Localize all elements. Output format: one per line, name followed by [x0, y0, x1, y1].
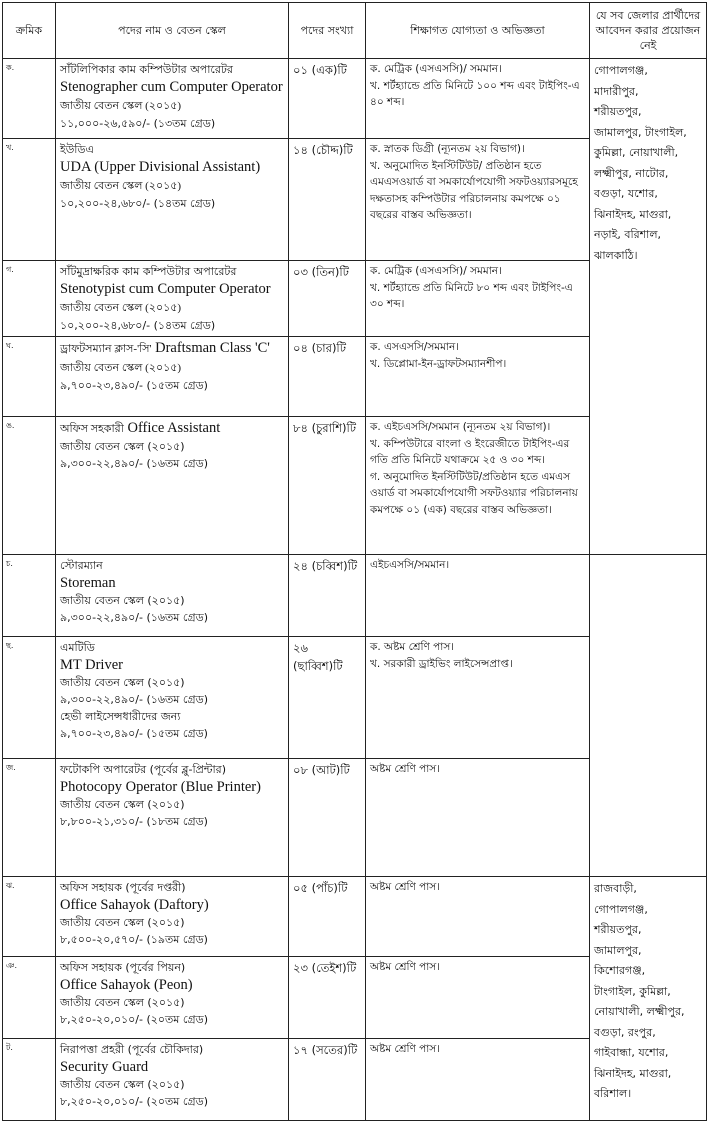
table-row — [3, 59, 707, 139]
post-title-bn: অফিস সহায়ক (পূর্বের দপ্তরী) — [60, 881, 186, 894]
district-item: নড়াই, বরিশাল, — [594, 228, 662, 241]
post-title-en: Photocopy Operator (Blue Printer) — [60, 779, 261, 795]
post-title-bn: সাঁটলিপিকার কাম কম্পিউটার অপারেটর — [60, 63, 233, 76]
pay-scale-label: জাতীয় বেতন স্কেল (২০১৫) — [60, 440, 185, 453]
qualification-item: ক. স্নাতক ডিগ্রী (ন্যূনতম ২য় বিভাগ)। — [370, 143, 525, 155]
post-title-bn: এমটিডি — [60, 641, 95, 654]
header-count: পদের সংখ্যা — [289, 3, 366, 59]
qualification-cell — [366, 637, 590, 759]
row-serial: জ. — [3, 759, 56, 877]
qualification-cell — [366, 59, 590, 139]
qualification-item: খ. শর্টহ্যান্ডে প্রতি মিনিটে ১০০ শব্দ এবং টাইপিং-এ ৪০ শব্দ। — [370, 79, 580, 108]
pay-scale-label: জাতীয় বেতন স্কেল (২০১৫) — [60, 996, 185, 1009]
district-item: রাজবাড়ী, — [594, 882, 637, 895]
district-item: কুমিল্লা, নোয়াখালী, — [594, 146, 679, 159]
post-count: ১৪ (চৌদ্দ)টি — [289, 139, 366, 261]
district-item: জামালপুর, টাংগাইল, — [594, 125, 687, 139]
district-item: টাংগাইল, কুমিল্লা, — [594, 984, 671, 998]
district-item: বরিশাল। — [594, 1087, 632, 1100]
qualification-item: অষ্টম শ্রেণি পাস। — [370, 881, 441, 893]
qualification-cell — [366, 555, 590, 637]
district-item: কিশোরগঞ্জ, — [594, 964, 646, 977]
row-serial: খ. — [3, 139, 56, 261]
qualification-cell — [366, 337, 590, 417]
pay-range: ৯,৩০০-২২,৪৯০/- (১৬তম গ্রেড) — [60, 611, 208, 624]
post-title-bn: স্টোরম্যান — [60, 559, 103, 572]
post-title-en: অফিস সহকারী Office Assistant — [60, 420, 221, 436]
qualification-cell — [366, 1039, 590, 1121]
qualification-item: খ. কম্পিউটারে বাংলা ও ইংরেজীতে টাইপিং-এর গতি প্রতি মিনিটে যথাক্রমে ২৫ ও ৩০ শব্দ। — [370, 437, 570, 466]
district-item: ঝিনাইদহ, মাগুরা, — [594, 1066, 672, 1080]
header-qualification: শিক্ষাগত যোগ্যতা ও অভিজ্ঞতা — [366, 3, 590, 59]
post-title-en: MT Driver — [60, 657, 123, 673]
pay-range: ৯,৩০০-২২,৪৯০/- (১৬তম গ্রেড) — [60, 693, 208, 706]
post-count: ০৪ (চার)টি — [289, 337, 366, 417]
pay-scale-label: জাতীয় বেতন স্কেল (২০১৫) — [60, 798, 185, 811]
pay-range: ৯,৩০০-২২,৪৯০/- (১৬তম গ্রেড) — [60, 457, 208, 470]
pay-scale-label: জাতীয় বেতন স্কেল (২০১৫) — [60, 916, 185, 929]
pay-range-heavy: ৯,৭০০-২৩,৪৯০/- (১৫তম গ্রেড) — [60, 727, 208, 740]
post-title-en: Office Sahayok (Peon) — [60, 977, 193, 993]
post-title-en: Stenographer cum Computer Operator জাতীয় বেতন স্কেল (২০১৫) — [60, 79, 283, 112]
post-cell — [56, 877, 289, 957]
post-cell — [56, 759, 289, 877]
pay-scale-label: জাতীয় বেতন স্কেল (২০১৫) — [60, 676, 185, 689]
table-row — [3, 877, 707, 957]
post-count: ০৮ (আট)টি — [289, 759, 366, 877]
post-title-en: Office Sahayok (Daftory) — [60, 897, 209, 913]
post-count: ২৪ (চব্বিশ)টি — [289, 555, 366, 637]
qualification-item: গ. অনুমোদিত ইনস্টিটিউট/প্রতিষ্ঠান হতে এমএস ওয়ার্ড বা সমকার্যোপযোগী সফটওয়্যার পরিচালনায় কমপক্ষে ০১ (এক) বছরের বাস্তব অভিজ্ঞতা। — [370, 470, 578, 516]
qualification-item: ক. মেট্রিক (এসএসসি)/ সমমান। — [370, 265, 502, 277]
district-item: বগুড়া, যশোর, — [594, 187, 658, 200]
header-districts: যে সব জেলার প্রার্থীদের আবেদন করার প্রয়োজন নেই — [590, 3, 707, 59]
post-cell — [56, 555, 289, 637]
pay-scale-label: জাতীয় বেতন স্কেল (২০১৫) — [60, 180, 182, 192]
post-title-en: UDA (Upper Divisional Assistant) জাতীয় বেতন স্কেল (২০১৫) — [60, 159, 261, 192]
post-title-bn: নিরাপত্তা প্রহরী (পূর্বের চৌকিদার) — [60, 1043, 204, 1056]
row-serial: ট. — [3, 1039, 56, 1121]
post-cell — [56, 261, 289, 337]
qualification-item: খ. সরকারী ড্রাইভিং লাইসেন্সপ্রাপ্ত। — [370, 657, 513, 670]
district-item: বগুড়া, রংপুর, — [594, 1025, 656, 1039]
qualification-item: খ. অনুমোদিত ইনস্টিটিউট/ প্রতিষ্ঠান হতে এমএসওয়ার্ড বা সমকার্যোপযোগী সফটওয়্যারসমূহে দক্ষতাসহ কম্পিউটার পরিচালনায় কমপক্ষে ০১ বছরের বাস্তব অভিজ্ঞতা। — [370, 159, 578, 221]
qualification-cell — [366, 417, 590, 555]
header-post: পদের নাম ও বেতন স্কেল — [56, 3, 289, 59]
row-serial: ক. — [3, 59, 56, 139]
qualification-item: ক. এসএসসি/সমমান। — [370, 341, 460, 353]
post-count: ০১ (এক)টি — [289, 59, 366, 139]
post-title-en: Stenotypist cum Computer Operator জাতীয় বেতন স্কেল (২০১৫) — [60, 281, 271, 314]
pay-scale-label: জাতীয় বেতন স্কেল (২০১৫) — [60, 594, 185, 607]
post-title-en: Storeman — [60, 575, 116, 591]
qualification-item: অষ্টম শ্রেণি পাস। — [370, 961, 441, 973]
row-serial: চ. — [3, 555, 56, 637]
qualification-item: অষ্টম শ্রেণি পাস। — [370, 1043, 441, 1055]
district-item: শরীয়তপুর, — [594, 923, 642, 936]
post-cell — [56, 139, 289, 261]
district-item: শরীয়তপুর, — [594, 105, 642, 118]
qualification-item: খ. শর্টহ্যান্ডে প্রতি মিনিটে ৮০ শব্দ এবং টাইপিং-এ ৩০ শব্দ। — [370, 281, 573, 310]
heavy-license-note: হেভী লাইসেন্সধারীদের জন্য — [60, 710, 181, 723]
post-title-bn: অফিস সহায়ক (পূর্বের পিয়ন) — [60, 961, 186, 974]
post-count: ১৭ (সতের)টি — [289, 1039, 366, 1121]
pay-scale-label: জাতীয় বেতন স্কেল (২০১৫) — [60, 362, 182, 374]
job-vacancy-table — [2, 2, 707, 1121]
post-cell — [56, 1039, 289, 1121]
district-item: নোয়াখালী, লক্ষ্মীপুর, — [594, 1005, 685, 1018]
qualification-cell — [366, 877, 590, 957]
post-title-bn: সাঁটমুদ্রাক্ষরিক কাম কম্পিউটার অপারেটর — [60, 265, 237, 278]
post-count: ২৬ (ছাব্বিশ)টি — [289, 637, 366, 759]
post-cell — [56, 59, 289, 139]
district-item: গোপালগঞ্জ, — [594, 64, 648, 77]
row-serial: ছ. — [3, 637, 56, 759]
qualification-item: এইচএসসি/সমমান। — [370, 559, 450, 571]
post-title-bn: ফটোকপি অপারেটর (পূর্বের ব্লু-প্রিন্টার) — [60, 763, 227, 776]
district-item: লক্ষ্মীপুর, নাটোর, — [594, 166, 669, 180]
post-title-en: ড্রাফটসম্যান ক্লাস-'সি' Draftsman Class 'C' জাতীয় বেতন স্কেল (২০১৫) — [60, 340, 270, 374]
row-serial: ঝ. — [3, 877, 56, 957]
post-title-bn: ইউডিএ — [60, 143, 94, 156]
row-serial: গ. — [3, 261, 56, 337]
post-cell — [56, 417, 289, 555]
row-serial: ঞ. — [3, 957, 56, 1039]
pay-scale-label: জাতীয় বেতন স্কেল (২০১৫) — [60, 1078, 185, 1091]
pay-range: ১০,২০০-২৪,৬৮০/- (১৪তম গ্রেড) — [60, 197, 216, 210]
post-count: ০৫ (পাঁচ)টি — [289, 877, 366, 957]
header-serial: ক্রমিক — [3, 3, 56, 59]
post-cell — [56, 637, 289, 759]
district-item: মাদারীপুর, — [594, 84, 639, 98]
row-serial: ঘ. — [3, 337, 56, 417]
pay-scale-label: জাতীয় বেতন স্কেল (২০১৫) — [60, 100, 182, 112]
post-title-bn: অফিস সহকারী — [60, 423, 124, 435]
post-cell — [56, 337, 289, 417]
qualification-item: অষ্টম শ্রেণি পাস। — [370, 763, 441, 775]
pay-range: ৮,২৫০-২০,০১০/- (২০তম গ্রেড) — [60, 1013, 209, 1026]
district-item: জামালপুর, — [594, 943, 642, 957]
district-item: ঝালকাঠি। — [594, 248, 638, 262]
pay-scale-label: জাতীয় বেতন স্কেল (২০১৫) — [60, 302, 182, 314]
post-title-en: Security Guard — [60, 1059, 149, 1075]
district-item: গোপালগঞ্জ, — [594, 902, 648, 916]
row-serial: ঙ. — [3, 417, 56, 555]
pay-range: ১১,০০০-২৬,৫৯০/- (১৩তম গ্রেড) — [60, 117, 216, 130]
qualification-cell — [366, 139, 590, 261]
pay-range: ৮,২৫০-২০,০১০/- (২০তম গ্রেড) — [60, 1095, 209, 1108]
pay-range: ৯,৭০০-২৩,৪৯০/- (১৫তম গ্রেড) — [60, 379, 208, 392]
district-list-2 — [590, 877, 707, 1121]
post-cell — [56, 957, 289, 1039]
qualification-cell — [366, 957, 590, 1039]
post-count: ২৩ (তেইশ)টি — [289, 957, 366, 1039]
qualification-item: খ. ডিপ্লোমা-ইন-ড্রাফটসম্যানশীপ। — [370, 357, 507, 370]
qualification-item: ক. মেট্রিক (এসএসসি)/ সমমান। — [370, 63, 502, 75]
qualification-cell — [366, 261, 590, 337]
district-item: গাইবান্ধা, যশোর, — [594, 1046, 669, 1059]
district-item: ঝিনাইদহ, মাগুরা, — [594, 207, 672, 221]
post-title-bn: ড্রাফটসম্যান ক্লাস-'সি' — [60, 343, 152, 355]
qualification-item: ক. এইচএসসি/সমমান (ন্যূনতম ২য় বিভাগ)। — [370, 421, 551, 433]
pay-range: ১০,২০০-২৪,৬৮০/- (১৪তম গ্রেড) — [60, 319, 216, 332]
qualification-cell — [366, 759, 590, 877]
post-count: ০৩ (তিন)টি — [289, 261, 366, 337]
post-count: ৮৪ (চুরাশি)টি — [289, 417, 366, 555]
pay-range: ৮,৮০০-২১,৩১০/- (১৮তম গ্রেড) — [60, 815, 208, 828]
district-empty-cell — [590, 555, 707, 877]
district-list-1 — [590, 59, 707, 555]
pay-range: ৮,৫০০-২০,৫৭০/- (১৯তম গ্রেড) — [60, 933, 208, 946]
table-row — [3, 555, 707, 637]
qualification-item: ক. অষ্টম শ্রেণি পাস। — [370, 641, 455, 653]
